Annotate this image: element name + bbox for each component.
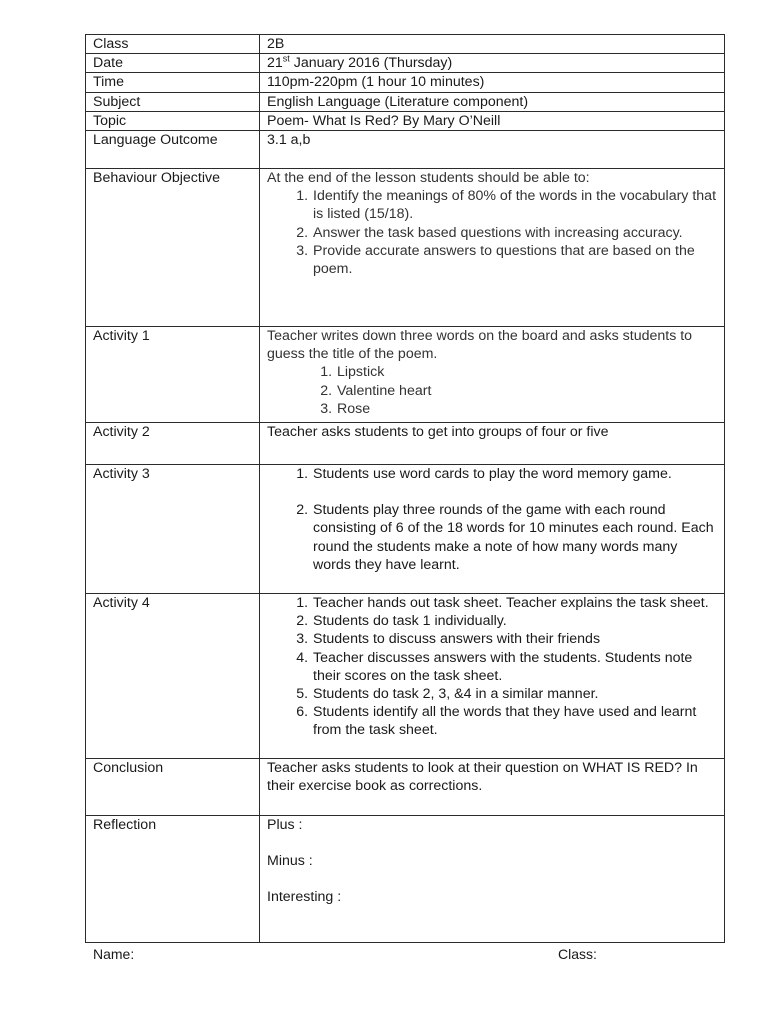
activity1-label: Activity 1 xyxy=(86,327,260,423)
list-item: 1. Lipstick xyxy=(336,363,718,381)
reflection-interesting: Interesting : xyxy=(267,889,342,906)
reflection-minus: Minus : xyxy=(267,853,313,870)
class-label: Class xyxy=(86,35,260,54)
list-item-text: Students play three rounds of the game with each round consisting of 6 of the 18 words for 10 minutes each round. Each round the students make a note of how many words many words they have learnt. xyxy=(313,502,714,573)
date-label: Date xyxy=(86,54,260,73)
list-item: 4. Teacher discusses answers with the students. Students note their scores on the task sheet. xyxy=(312,649,718,685)
activity4-list xyxy=(267,594,718,740)
row-date xyxy=(86,54,725,73)
activity3-content xyxy=(260,465,725,594)
list-item: 6. Students identify all the words that they have used and learnt from the task sheet. xyxy=(312,703,718,739)
list-item: 2. Valentine heart xyxy=(336,382,718,400)
list-item: 2. Students do task 1 individually. xyxy=(312,612,718,630)
time-label: Time xyxy=(86,73,260,92)
subject-value: English Language (Literature component) xyxy=(260,92,725,111)
conclusion-value: Teacher asks students to look at their question on WHAT IS RED? In their exercise book as corrections. xyxy=(260,759,725,816)
footer-class-label: Class: xyxy=(558,946,597,962)
row-reflection xyxy=(86,816,725,943)
activity2-value: Teacher asks students to get into groups of four or five xyxy=(260,423,725,465)
objective-label: Behaviour Objective xyxy=(86,169,260,327)
activity4-content xyxy=(260,594,725,759)
activity1-list xyxy=(267,363,718,418)
objective-intro: At the end of the lesson students should be able to: xyxy=(267,170,590,187)
outcome-value: 3.1 a,b xyxy=(260,131,725,169)
list-item: 1. Identify the meanings of 80% of the words in the vocabulary that is listed (15/18). xyxy=(312,187,718,223)
date-value xyxy=(260,54,725,73)
outcome-label: Language Outcome xyxy=(86,131,260,169)
row-activity-2 xyxy=(86,423,725,465)
activity3-list xyxy=(267,465,718,574)
row-subject xyxy=(86,92,725,111)
activity4-label: Activity 4 xyxy=(86,594,260,759)
date-suffix: st xyxy=(282,53,290,64)
date-rest: January 2016 (Thursday) xyxy=(289,55,453,72)
subject-label: Subject xyxy=(86,92,260,111)
reflection-plus: Plus : xyxy=(267,817,303,834)
activity2-label: Activity 2 xyxy=(86,423,260,465)
list-item: 1. Students use word cards to play the word memory game. xyxy=(312,465,718,483)
conclusion-label: Conclusion xyxy=(86,759,260,816)
footer-name-label: Name: xyxy=(93,946,135,962)
list-item xyxy=(312,501,718,574)
row-activity-3 xyxy=(86,465,725,594)
list-item: 2. Answer the task based questions with increasing accuracy. xyxy=(312,224,718,242)
list-item: 5. Students do task 2, 3, &4 in a similar manner. xyxy=(312,685,718,703)
objective-list xyxy=(267,187,718,278)
row-topic xyxy=(86,111,725,130)
date-day: 21 xyxy=(267,55,283,72)
list-item: 3. Students to discuss answers with their friends xyxy=(312,630,718,648)
class-value: 2B xyxy=(260,35,725,54)
row-objective xyxy=(86,169,725,327)
row-activity-1 xyxy=(86,327,725,423)
row-outcome xyxy=(86,131,725,169)
list-item: 3. Rose xyxy=(336,400,718,418)
activity1-intro: Teacher writes down three words on the board and asks students to guess the title of the poem. xyxy=(267,328,693,363)
activity1-content xyxy=(260,327,725,423)
topic-value: Poem- What Is Red? By Mary O’Neill xyxy=(260,111,725,130)
list-item: 3. Provide accurate answers to questions that are based on the poem. xyxy=(312,242,718,278)
topic-label: Topic xyxy=(86,111,260,130)
list-item: 1. Teacher hands out task sheet. Teacher explains the task sheet. xyxy=(312,594,718,612)
reflection-content xyxy=(260,816,725,943)
lesson-plan-table xyxy=(85,34,725,943)
row-conclusion xyxy=(86,759,725,816)
activity3-label: Activity 3 xyxy=(86,465,260,594)
objective-content xyxy=(260,169,725,327)
time-value: 110pm-220pm (1 hour 10 minutes) xyxy=(260,73,725,92)
row-time xyxy=(86,73,725,92)
row-class xyxy=(86,35,725,54)
reflection-label: Reflection xyxy=(86,816,260,943)
row-activity-4 xyxy=(86,594,725,759)
